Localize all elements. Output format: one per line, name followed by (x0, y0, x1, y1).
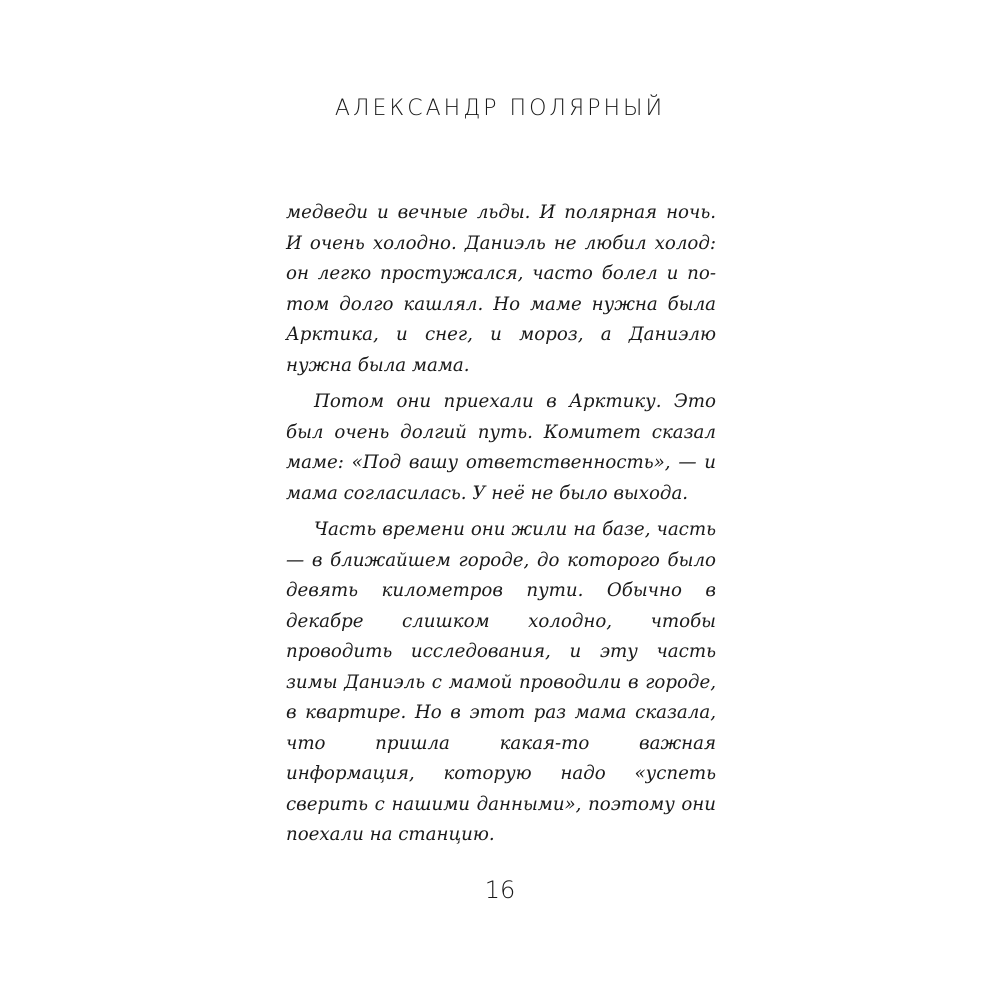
paragraph-1: медведи и вечные льды. И полярная ночь. И очень холодно. Даниэль не любил холод: он легко простужался, часто болел и потом долго кашлял. Но маме нужна была Арктика, и снег, и мороз, а Даниэлю нужна была мама. (286, 202, 716, 376)
paragraph-2: Потом они приехали в Арктику. Это был очень долгий путь. Комитет сказал маме: «Под вашу ответственность», — и мама согласилась. У неё не было выхода. (286, 391, 716, 504)
body-text (286, 198, 716, 857)
paragraph-3: Часть времени они жили на базе, часть — в ближайшем городе, до которого было девять километров пути. Обычно в декабре слишком холодно, чтобы проводить исследования, и эту часть зимы Даниэль с мамой проводили в городе, в квартире. Но в этот раз мама сказала, что пришла какая-то важная информация, которую надо «успеть сверить с нашими данными», поэтому они поехали на станцию. (286, 519, 716, 845)
page-number: 16 (484, 876, 516, 904)
running-head-author: АЛЕКСАНДР ПОЛЯРНЫЙ (334, 96, 666, 121)
